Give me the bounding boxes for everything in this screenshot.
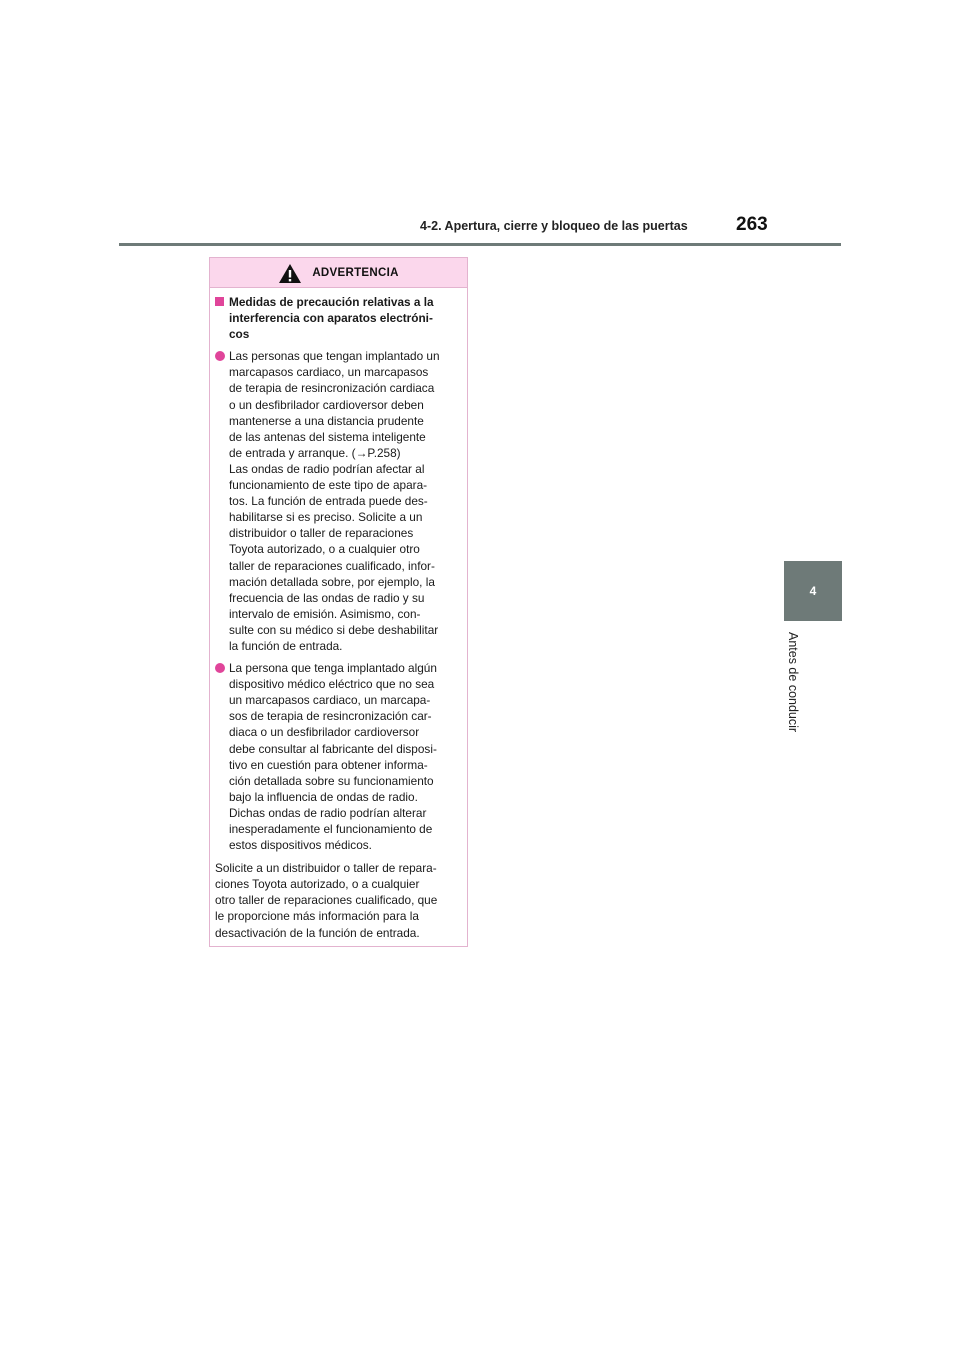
text-line: frecuencia de las ondas de radio y su [229, 590, 425, 605]
warning-title: ADVERTENCIA [312, 266, 399, 279]
text-line: de entrada y arranque. (→P.258) [229, 445, 401, 460]
text-line: tivo en cuestión para obtener informa- [229, 757, 428, 772]
section-title: 4-2. Apertura, cierre y bloqueo de las puertas [420, 219, 688, 233]
text-line: o un desfibrilador cardioversor deben [229, 397, 424, 412]
text-line: diaca o un desfibrilador cardioversor [229, 725, 420, 740]
text-line: inesperadamente el funcionamiento de [229, 822, 433, 836]
text-line: interferencia con aparatos electróni- [229, 311, 433, 326]
text-line: distribuidor o taller de reparaciones [229, 526, 414, 541]
page-number: 263 [736, 214, 768, 235]
text-line: Solicite a un distribuidor o taller de repara- [215, 861, 437, 876]
bullet-text [229, 660, 437, 853]
text-line: La persona que tenga implantado algún [229, 661, 437, 676]
text-line: taller de reparaciones cualificado, infor- [229, 558, 435, 573]
chapter-title: Antes de conducir [786, 632, 800, 733]
text-line: sos de terapia de resincronización car- [229, 709, 432, 724]
heading-text [229, 294, 434, 342]
text-line: ción detallada sobre su funcionamiento [229, 773, 434, 788]
text-line: la función de entrada. [229, 638, 343, 653]
text-line: mación detallada sobre, por ejemplo, la [229, 574, 435, 589]
list-item [215, 660, 459, 853]
circle-bullet-icon [215, 663, 225, 673]
warning-header [210, 258, 467, 288]
bullet-text [229, 348, 440, 654]
chapter-tab [784, 561, 842, 621]
text-line: un marcapasos cardiaco, un marcapa- [229, 693, 431, 708]
text-line: Las personas que tengan implantado un [229, 349, 440, 364]
text-line: Medidas de precaución relativas a la [229, 295, 434, 309]
warning-box [209, 257, 468, 947]
text-line: habilitarse si es preciso. Solicite a un [229, 510, 423, 525]
text-line: de las antenas del sistema inteligente [229, 429, 426, 444]
text-line: mantenerse a una distancia prudente [229, 413, 424, 428]
text-line: bajo la influencia de ondas de radio. [229, 789, 418, 804]
warning-triangle-icon [278, 263, 302, 284]
warning-heading [215, 294, 459, 342]
text-line: marcapasos cardiaco, un marcapasos [229, 365, 429, 380]
chapter-number: 4 [809, 584, 817, 598]
header-divider [119, 243, 841, 246]
square-bullet-icon [215, 297, 224, 306]
text-line: Dichas ondas de radio podrían alterar [229, 805, 427, 820]
text-line: de terapia de resincronización cardiaca [229, 381, 435, 396]
closing-paragraph [215, 860, 459, 940]
text-line: ciones Toyota autorizado, o a cualquier [215, 877, 420, 892]
text-line: Toyota autorizado, o a cualquier otro [229, 542, 420, 557]
text-line: intervalo de emisión. Asimismo, con- [229, 606, 421, 621]
text-line: debe consultar al fabricante del disposi- [229, 741, 437, 756]
text-line: dispositivo médico eléctrico que no sea [229, 677, 435, 692]
text-line: tos. La función de entrada puede des- [229, 494, 428, 509]
text-line: desactivación de la función de entrada. [215, 925, 420, 940]
circle-bullet-icon [215, 351, 225, 361]
text-line: Las ondas de radio podrían afectar al [229, 461, 425, 476]
warning-body [210, 288, 467, 941]
text-line: le proporcione más información para la [215, 909, 419, 924]
text-line: cos [229, 327, 250, 342]
list-item [215, 348, 459, 654]
text-line: sulte con su médico si debe deshabilitar [229, 622, 439, 637]
text-line: funcionamiento de este tipo de apara- [229, 478, 428, 493]
text-line: otro taller de reparaciones cualificado, que [215, 893, 438, 908]
text-line: estos dispositivos médicos. [229, 838, 372, 853]
